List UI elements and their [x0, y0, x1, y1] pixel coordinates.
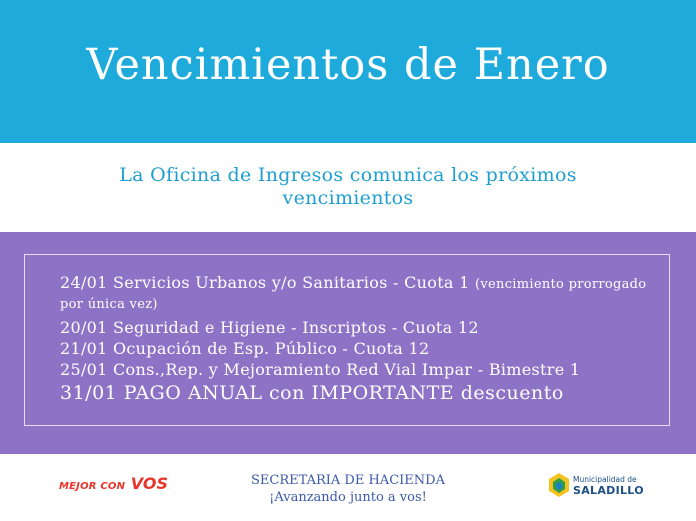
department-block [200, 472, 496, 506]
deadlines-list [60, 274, 660, 405]
header-banner [0, 0, 696, 143]
deadline-item-1 [60, 274, 660, 314]
slogan-big: VOS [130, 474, 169, 493]
deadline-item-1-main: 24/01 Servicios Urbanos y/o Sanitarios - Cuota 1 [60, 273, 470, 292]
page-title: Vencimientos de Enero [86, 39, 610, 90]
municipality-top: Municipalidad de [573, 475, 637, 484]
department-name: SECRETARIA DE HACIENDA [251, 473, 445, 488]
subtitle-text: La Oficina de Ingresos comunica los próximos vencimientos [119, 163, 577, 209]
municipal-emblem-icon [548, 472, 570, 498]
slogan-small: MEJOR CON [59, 481, 126, 492]
slogan-logo [59, 474, 168, 493]
deadline-item-2: 20/01 Seguridad e Higiene - Inscriptos - Cuota 12 [60, 318, 479, 337]
footer [0, 454, 696, 521]
deadline-item-3: 21/01 Ocupación de Esp. Público - Cuota 12 [60, 339, 430, 358]
deadline-item-5: 31/01 PAGO ANUAL con IMPORTANTE descuento [60, 382, 564, 404]
municipality-name: SALADILLO [573, 484, 644, 497]
deadline-item-4: 25/01 Cons.,Rep. y Mejoramiento Red Vial Impar - Bimestre 1 [60, 360, 581, 379]
deadlines-panel [0, 232, 696, 454]
subtitle-band [0, 143, 696, 232]
department-motto: ¡Avanzando junto a vos! [269, 490, 427, 505]
deadline-item-1-note: (vencimiento prorrogado por única vez) [60, 277, 647, 312]
municipality-logo [548, 470, 644, 500]
municipality-text [573, 474, 644, 496]
